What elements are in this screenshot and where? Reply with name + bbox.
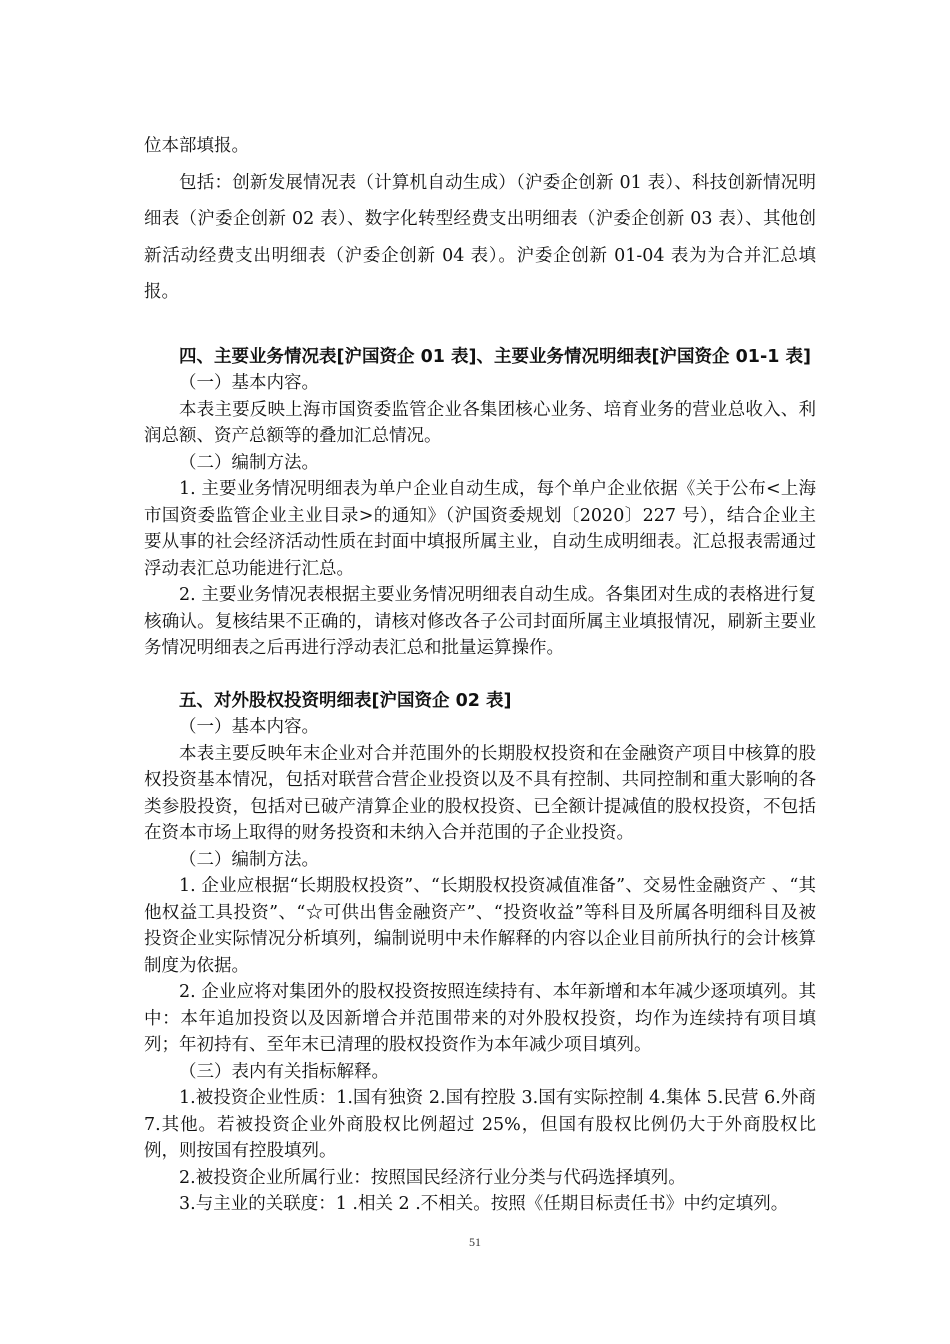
section-4-method-heading: （二）编制方法。	[179, 452, 319, 473]
section-5-indicator-2: 2.被投资企业所属行业：按照国民经济行业分类与代码选择填列。	[179, 1167, 686, 1188]
section-5-basic-text: 本表主要反映年末企业对合并范围外的长期股权投资和在金融资产项目中核算的股权投资基本情况，包括对联营合营企业投资以及不具有控制、共同控制和重大影响的各类参股投资，包括对已破产清算企业的股权投资、已全额计提减值的股权投资，不包括在资本市场上取得的财务投资和未纳入合并范围的子企业投资。	[144, 743, 816, 843]
section-5-method-1: 1. 企业应根据“长期股权投资”、“长期股权投资减值准备”、交易性金融资产 、“其他权益工具投资”、“☆可供出售金融资产”、“投资收益”等科目及所属各明细科目及被投资企业实际情况分析填列，编制说明中未作解释的内容以企业目前所执行的会计核算制度为依据。	[144, 876, 816, 976]
page-number: 51	[469, 1235, 481, 1249]
document-page	[144, 128, 816, 1218]
section-4-basic-heading: （一）基本内容。	[179, 373, 319, 393]
section-5-title: 五、对外股权投资明细表[沪国资企 02 表]	[179, 690, 512, 711]
section-4-method-2: 2. 主要业务情况表根据主要业务情况明细表自动生成。各集团对生成的表格进行复核确认。复核结果不正确的，请核对修改各子公司封面所属主业填报情况，刷新主要业务情况明细表之后再进行浮动表汇总和批量运算操作。	[144, 585, 816, 658]
spacer	[144, 662, 816, 688]
section-5-method-2: 2. 企业应将对集团外的股权投资按照连续持有、本年新增和本年减少逐项填列。其中：本年追加投资以及因新增合并范围带来的对外股权投资，均作为连续持有项目填列；年初持有、至年末已清理的股权投资作为本年减少项目填列。	[144, 982, 816, 1055]
section-4-method-1: 1. 主要业务情况明细表为单户企业自动生成，每个单户企业依据《关于公布<上海市国资委监管企业主业目录>的通知》（沪国资委规划〔2020〕227 号），结合企业主要从事的社会经济活动性质在封面中填报所属主业，自动生成明细表。汇总报表需通过浮动表汇总功能进行汇总。	[144, 479, 816, 579]
section-5-method-heading: （二）编制方法。	[179, 849, 319, 870]
section-4-basic-text: 本表主要反映上海市国资委监管企业各集团核心业务、培育业务的营业总收入、利润总额、资产总额等的叠加汇总情况。	[144, 399, 816, 446]
section-5-indicator-3: 3.与主业的关联度：1 .相关 2 .不相关。按照《任期目标责任书》中约定填列。	[179, 1194, 789, 1214]
section-5-indicator-heading: （三）表内有关指标解释。	[179, 1061, 389, 1082]
section-5-basic-heading: （一）基本内容。	[179, 717, 319, 737]
spacer	[144, 311, 816, 344]
section-4-title: 四、主要业务情况表[沪国资企 01 表]、主要业务情况明细表[沪国资企 01-1 表]	[179, 346, 812, 367]
section-5-indicator-1: 1.被投资企业性质：1.国有独资 2.国有控股 3.国有实际控制 4.集体 5.民营 6.外商 7.其他。若被投资企业外商股权比例超过 25%，但国有股权比例仍大于外商股权比例，则按国有控股填列。	[144, 1088, 816, 1161]
intro-continuation: 位本部填报。	[144, 136, 249, 156]
intro-includes: 包括：创新发展情况表（计算机自动生成）（沪委企创新 01 表）、科技创新情况明细表（沪委企创新 02 表）、数字化转型经费支出明细表（沪委企创新 03 表）、其他创新活动经费支出明细表（沪委企创新 04 表）。沪委企创新 01-04 表为为合并汇总填报。	[144, 172, 816, 302]
